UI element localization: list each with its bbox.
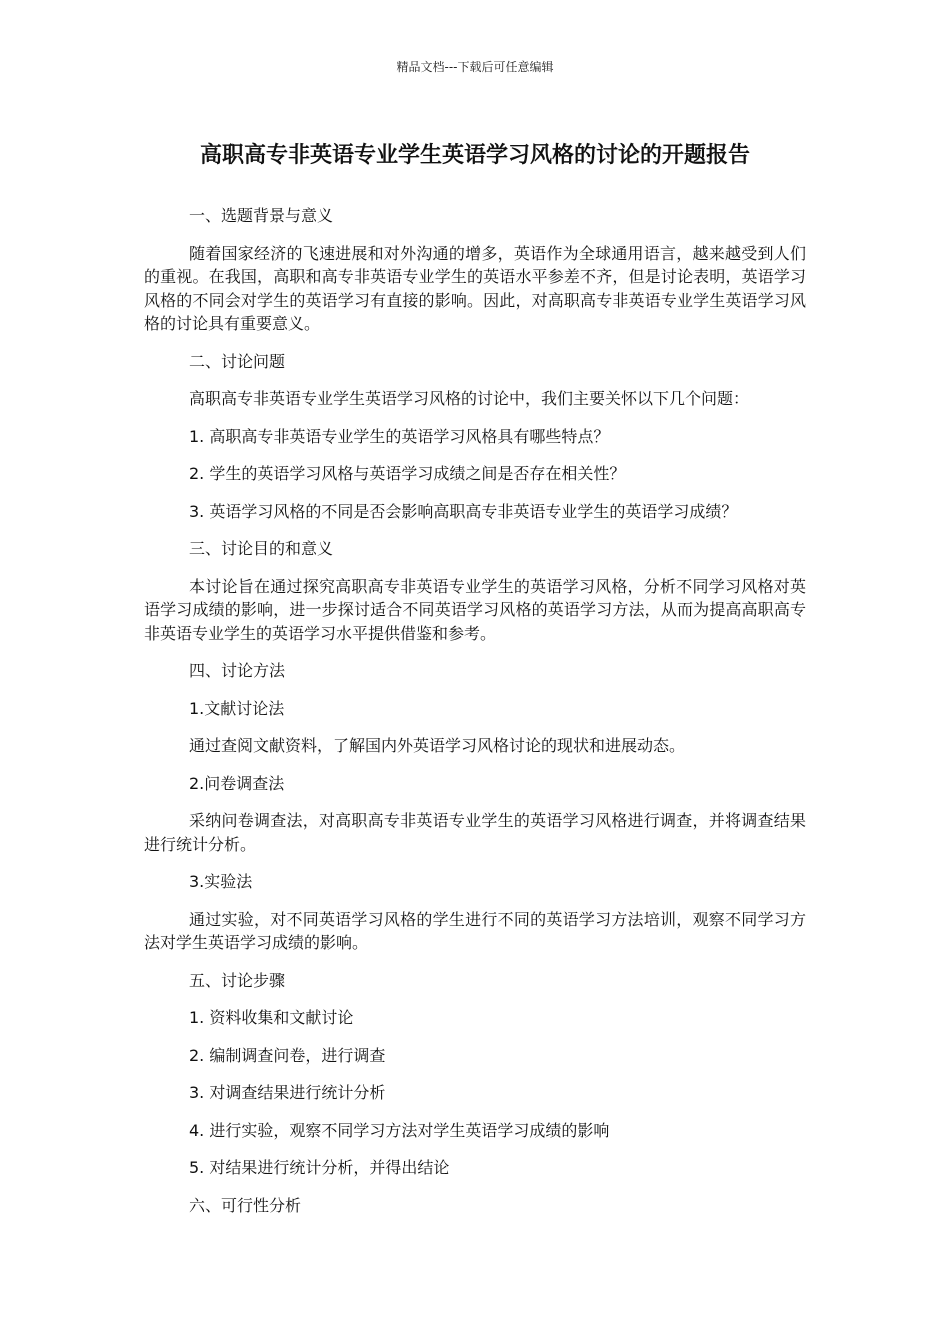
step-item-2: 2. 编制调查问卷，进行调查 [189,1045,386,1065]
section-heading-purpose: 三、讨论目的和意义 [189,539,334,558]
step-item-1: 1. 资料收集和文献讨论 [189,1008,354,1027]
paragraph-questions-intro: 高职高专非英语专业学生英语学习风格的讨论中，我们主要关怀以下几个问题： [189,389,750,408]
section-heading-steps: 五、讨论步骤 [189,970,286,990]
page-header: 精品文档---下载后可任意编辑 [396,60,554,74]
paragraph-survey: 采纳问卷调查法，对高职高专非英语专业学生的英语学习风格进行调查，并将调查结果进行统计分析。 [144,811,806,854]
question-item-3: 3. 英语学习风格的不同是否会影响高职高专非英语专业学生的英语学习成绩？ [189,501,738,521]
method-heading-literature: 1.文献讨论法 [189,698,285,718]
method-heading-experiment: 3.实验法 [189,872,253,891]
paragraph-experiment: 通过实验，对不同英语学习风格的学生进行不同的英语学习方法培训，观察不同学习方法对学生英语学习成绩的影响。 [144,909,806,952]
paragraph-literature: 通过查阅文献资料，了解国内外英语学习风格讨论的现状和进展动态。 [189,736,686,755]
step-item-3: 3. 对调查结果进行统计分析 [189,1083,386,1102]
document-body [144,204,806,1231]
paragraph-background: 随着国家经济的飞速进展和对外沟通的增多，英语作为全球通用语言，越来越受到人们的重视。在我国，高职和高专非英语专业学生的英语水平参差不齐，但是讨论表明，英语学习风格的不同会对学生的英语学习有直接的影响。因此，对高职高专非英语专业学生英语学习风格的讨论具有重要意义。 [144,243,806,333]
section-heading-background: 一、选题背景与意义 [189,206,334,225]
section-heading-questions: 二、讨论问题 [189,351,286,371]
question-item-2: 2. 学生的英语学习风格与英语学习成绩之间是否存在相关性？ [189,464,626,483]
document-title: 高职高专非英语专业学生英语学习风格的讨论的开题报告 [199,143,750,168]
section-heading-methods: 四、讨论方法 [189,661,286,680]
paragraph-purpose: 本讨论旨在通过探究高职高专非英语专业学生的英语学习风格，分析不同学习风格对英语学习成绩的影响，进一步探讨适合不同英语学习风格的英语学习方法，从而为提高高职高专非英语专业学生的英语学习水平提供借鉴和参考。 [144,576,806,643]
step-item-4: 4. 进行实验，观察不同学习方法对学生英语学习成绩的影响 [189,1120,610,1140]
question-item-1: 1. 高职高专非英语专业学生的英语学习风格具有哪些特点？ [189,426,610,446]
section-heading-feasibility: 六、可行性分析 [189,1195,302,1215]
step-item-5: 5. 对结果进行统计分析，并得出结论 [189,1158,450,1177]
method-heading-survey: 2.问卷调查法 [189,773,285,793]
